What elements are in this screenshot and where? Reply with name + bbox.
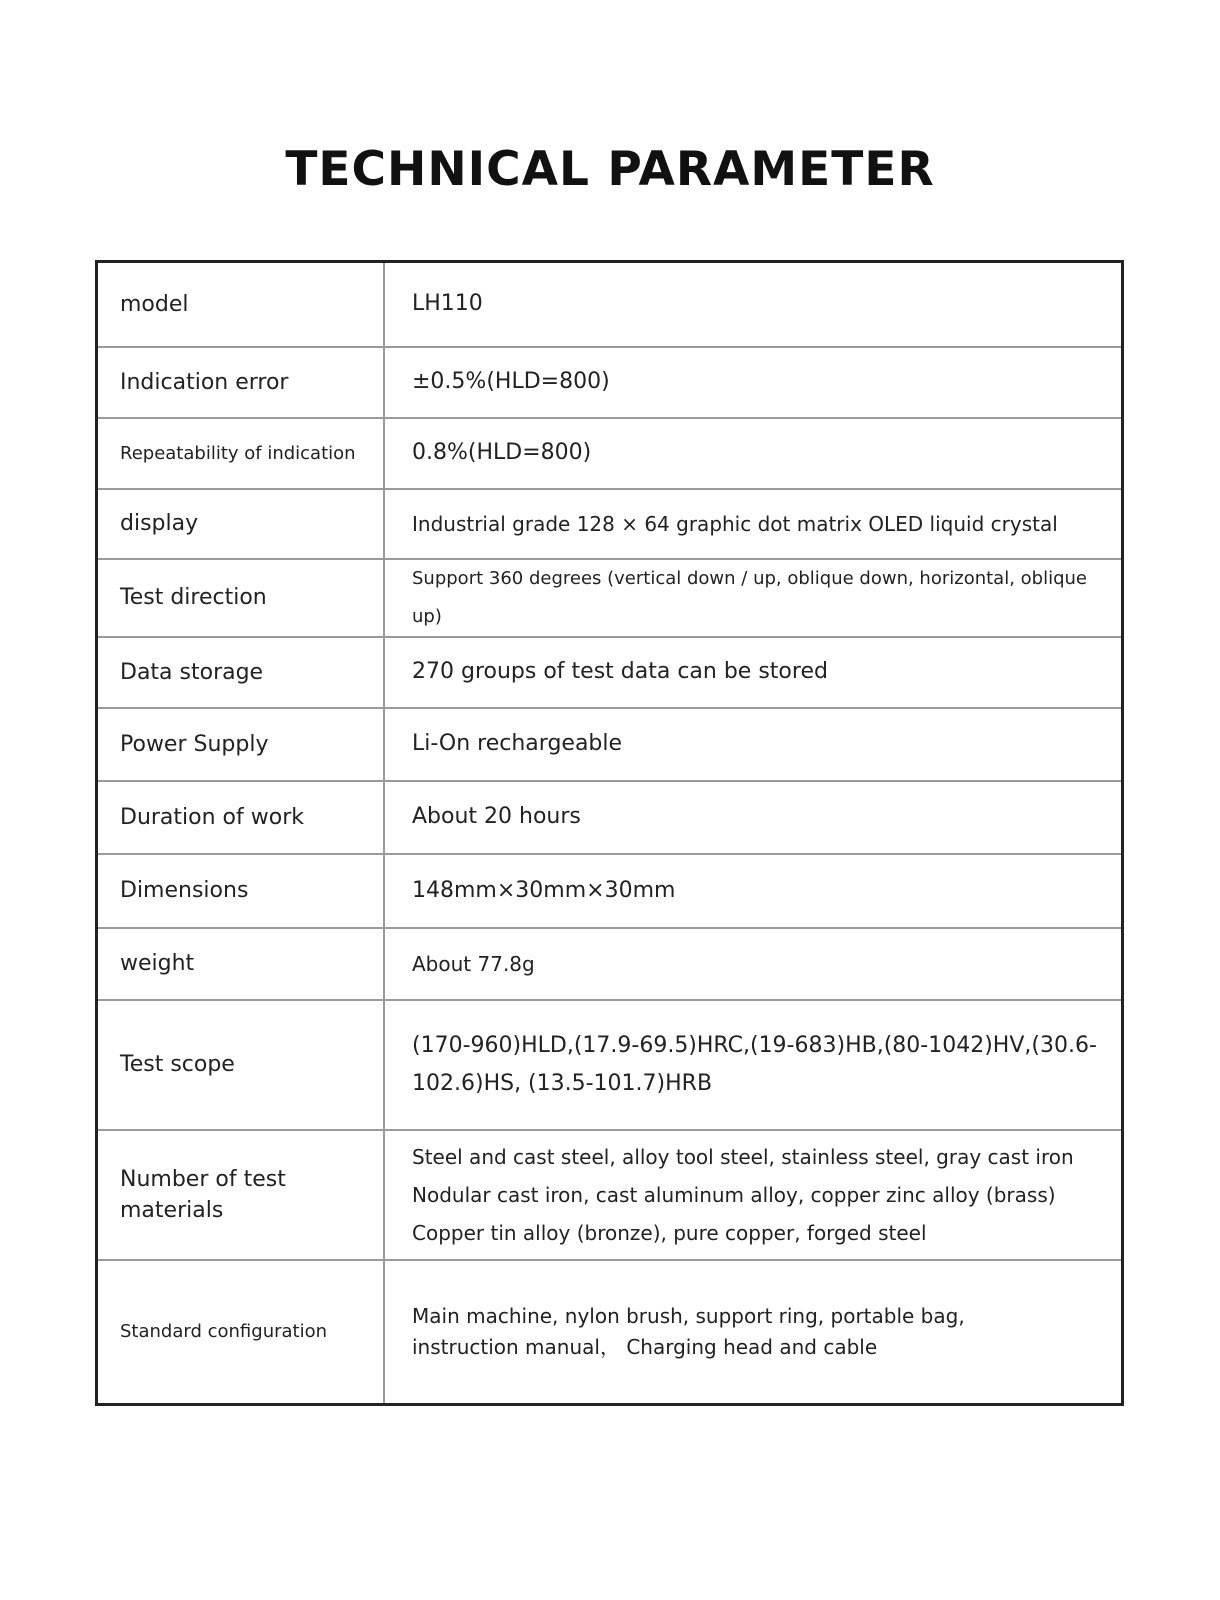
table-row bbox=[97, 637, 1123, 708]
row-label-repeatability: Repeatability of indication bbox=[97, 418, 385, 489]
value-line: instruction manual， Charging head and cable bbox=[412, 1334, 878, 1359]
technical-parameter-table bbox=[95, 260, 1124, 1406]
row-value-display bbox=[384, 489, 1123, 559]
row-label-dimensions: Dimensions bbox=[97, 854, 385, 928]
value-line: (170-960)HLD,(17.9-69.5)HRC,(19-683)HB,(80-1042)HV,(30.6- bbox=[412, 1032, 1097, 1058]
value-line: Main machine, nylon brush, support ring, portable bag, bbox=[412, 1303, 965, 1328]
value-line: ±0.5%(HLD=800) bbox=[412, 369, 610, 394]
table-row bbox=[97, 559, 1123, 637]
row-value-test-scope bbox=[384, 1000, 1123, 1130]
row-value-model bbox=[384, 262, 1123, 347]
table-row bbox=[97, 347, 1123, 418]
table-row bbox=[97, 262, 1123, 347]
row-label-display: display bbox=[97, 489, 385, 559]
value-line: 102.6)HS, (13.5-101.7)HRB bbox=[412, 1070, 713, 1096]
row-value-power-supply bbox=[384, 708, 1123, 781]
row-label-power-supply: Power Supply bbox=[97, 708, 385, 781]
value-line: Steel and cast steel, alloy tool steel, stainless steel, gray cast iron bbox=[412, 1144, 1074, 1169]
table-row bbox=[97, 489, 1123, 559]
row-label-indication-error: Indication error bbox=[97, 347, 385, 418]
value-line: About 77.8g bbox=[412, 951, 535, 976]
table-row bbox=[97, 928, 1123, 1000]
value-line: Copper tin alloy (bronze), pure copper, forged steel bbox=[412, 1220, 927, 1245]
row-label-duration-of-work: Duration of work bbox=[97, 781, 385, 854]
table-row bbox=[97, 781, 1123, 854]
row-label-model: model bbox=[97, 262, 385, 347]
table-row bbox=[97, 708, 1123, 781]
value-line: 270 groups of test data can be stored bbox=[412, 659, 828, 684]
value-line: Support 360 degrees (vertical down / up, oblique down, horizontal, oblique up) bbox=[412, 567, 1087, 627]
row-value-data-storage bbox=[384, 637, 1123, 708]
row-value-indication-error bbox=[384, 347, 1123, 418]
row-value-standard-configuration bbox=[384, 1260, 1123, 1405]
table-row bbox=[97, 1000, 1123, 1130]
row-value-repeatability bbox=[384, 418, 1123, 489]
row-label-data-storage: Data storage bbox=[97, 637, 385, 708]
row-value-dimensions bbox=[384, 854, 1123, 928]
row-label-test-direction: Test direction bbox=[97, 559, 385, 637]
row-value-number-of-test-materials bbox=[384, 1130, 1123, 1260]
table-row bbox=[97, 854, 1123, 928]
row-value-test-direction bbox=[384, 559, 1123, 637]
row-value-duration-of-work bbox=[384, 781, 1123, 854]
table-row bbox=[97, 1260, 1123, 1405]
value-line: 0.8%(HLD=800) bbox=[412, 440, 592, 465]
page-title: TECHNICAL PARAMETER bbox=[285, 142, 935, 197]
row-label-weight: weight bbox=[97, 928, 385, 1000]
value-line: 148mm×30mm×30mm bbox=[412, 877, 676, 903]
row-label-test-scope: Test scope bbox=[97, 1000, 385, 1130]
value-line: Li-On rechargeable bbox=[412, 731, 623, 756]
table-row bbox=[97, 418, 1123, 489]
label-line: Number of test bbox=[120, 1166, 286, 1192]
value-line: About 20 hours bbox=[412, 804, 581, 829]
row-value-weight bbox=[384, 928, 1123, 1000]
row-label-standard-configuration: Standard configuration bbox=[97, 1260, 385, 1405]
table-row bbox=[97, 1130, 1123, 1260]
value-line: Industrial grade 128 × 64 graphic dot matrix OLED liquid crystal bbox=[412, 511, 1058, 536]
value-line: Nodular cast iron, cast aluminum alloy, copper zinc alloy (brass) bbox=[412, 1182, 1056, 1207]
label-line: materials bbox=[120, 1197, 224, 1223]
row-label-number-of-test-materials bbox=[97, 1130, 385, 1260]
value-line: LH110 bbox=[412, 291, 483, 317]
